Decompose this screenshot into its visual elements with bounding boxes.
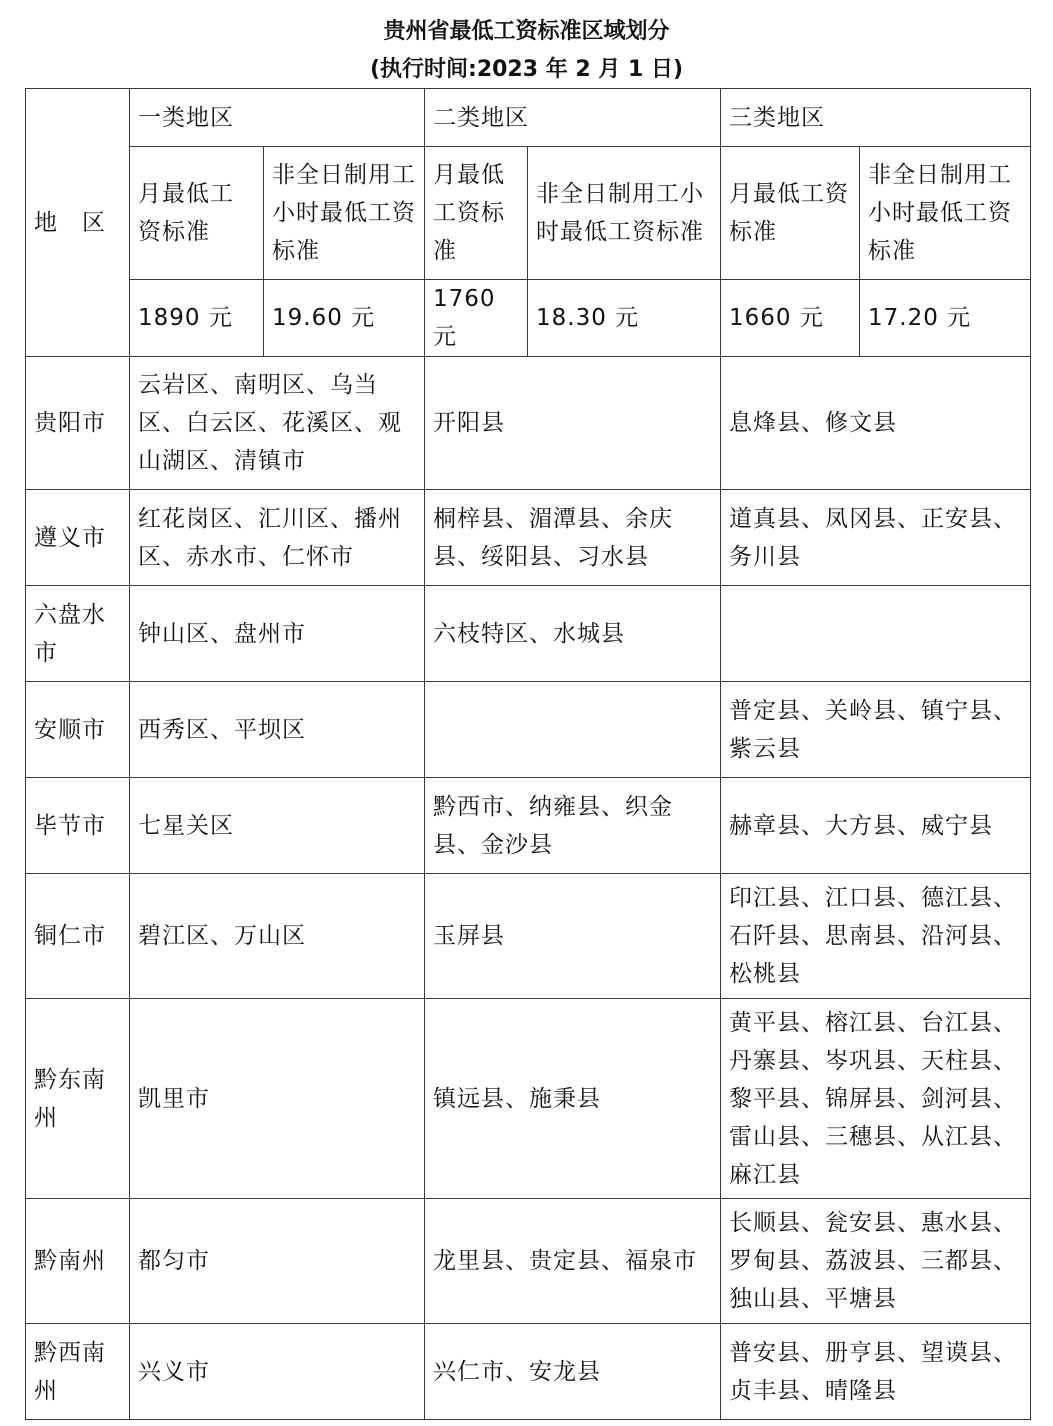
class1-areas: 钟山区、盘州市	[130, 586, 425, 682]
class2-areas: 镇远县、施秉县	[425, 999, 721, 1199]
class2-areas: 玉屏县	[425, 874, 721, 999]
wage-table	[25, 88, 1031, 1420]
class2-areas: 黔西市、纳雍县、织金县、金沙县	[425, 778, 721, 874]
region-name: 铜仁市	[26, 874, 130, 999]
region-name: 安顺市	[26, 682, 130, 778]
table-row	[26, 357, 1031, 490]
class2-areas	[425, 682, 721, 778]
region-name: 黔南州	[26, 1199, 130, 1324]
region-header: 地 区	[26, 89, 130, 357]
table-row	[26, 682, 1031, 778]
column-header-hourly-2: 非全日制用工小时最低工资标准	[528, 147, 721, 280]
class3-areas: 黄平县、榕江县、台江县、丹寨县、岑巩县、天柱县、黎平县、锦屏县、剑河县、雷山县、三穗县、从江县、麻江县	[721, 999, 1031, 1199]
class3-areas: 赫章县、大方县、威宁县	[721, 778, 1031, 874]
table-row	[26, 1324, 1031, 1420]
table-row	[26, 1199, 1031, 1324]
category-header-2: 二类地区	[425, 89, 721, 147]
class3-areas: 印江县、江口县、德江县、石阡县、思南县、沿河县、松桃县	[721, 874, 1031, 999]
wage-value-hourly-1: 19.60 元	[264, 280, 425, 357]
class3-areas: 普定县、关岭县、镇宁县、紫云县	[721, 682, 1031, 778]
header-row-values	[26, 280, 1031, 357]
column-header-monthly-2: 月最低工资标准	[425, 147, 528, 280]
class3-areas: 息烽县、修文县	[721, 357, 1031, 490]
wage-value-hourly-3: 17.20 元	[860, 280, 1031, 357]
wage-value-monthly-2: 1760 元	[425, 280, 528, 357]
region-name: 黔东南州	[26, 999, 130, 1199]
column-header-monthly-1: 月最低工资标准	[130, 147, 264, 280]
class2-areas: 龙里县、贵定县、福泉市	[425, 1199, 721, 1324]
class1-areas: 西秀区、平坝区	[130, 682, 425, 778]
class1-areas: 都匀市	[130, 1199, 425, 1324]
category-header-3: 三类地区	[721, 89, 1031, 147]
wage-value-monthly-3: 1660 元	[721, 280, 860, 357]
table-row	[26, 586, 1031, 682]
page-title: 贵州省最低工资标准区域划分	[383, 19, 670, 44]
table-row	[26, 490, 1031, 586]
region-name: 毕节市	[26, 778, 130, 874]
header-row-columns	[26, 147, 1031, 280]
class2-areas: 兴仁市、安龙县	[425, 1324, 721, 1420]
table-row	[26, 999, 1031, 1199]
column-header-hourly-3: 非全日制用工小时最低工资标准	[860, 147, 1031, 280]
region-name: 黔西南州	[26, 1324, 130, 1420]
region-name: 遵义市	[26, 490, 130, 586]
category-header-1: 一类地区	[130, 89, 425, 147]
class1-areas: 红花岗区、汇川区、播州区、赤水市、仁怀市	[130, 490, 425, 586]
header-row-categories	[26, 89, 1031, 147]
wage-value-monthly-1: 1890 元	[130, 280, 264, 357]
class1-areas: 兴义市	[130, 1324, 425, 1420]
class2-areas: 桐梓县、湄潭县、余庆县、绥阳县、习水县	[425, 490, 721, 586]
class3-areas	[721, 586, 1031, 682]
page-subtitle: (执行时间:2023 年 2 月 1 日)	[369, 57, 684, 82]
class3-areas: 道真县、凤冈县、正安县、务川县	[721, 490, 1031, 586]
column-header-hourly-1: 非全日制用工小时最低工资标准	[264, 147, 425, 280]
class1-areas: 云岩区、南明区、乌当区、白云区、花溪区、观山湖区、清镇市	[130, 357, 425, 490]
wage-value-hourly-2: 18.30 元	[528, 280, 721, 357]
class3-areas: 普安县、册亨县、望谟县、贞丰县、晴隆县	[721, 1324, 1031, 1420]
class3-areas: 长顺县、瓮安县、惠水县、罗甸县、荔波县、三都县、独山县、平塘县	[721, 1199, 1031, 1324]
class1-areas: 碧江区、万山区	[130, 874, 425, 999]
class1-areas: 凯里市	[130, 999, 425, 1199]
region-name: 贵阳市	[26, 357, 130, 490]
region-name: 六盘水市	[26, 586, 130, 682]
table-row	[26, 778, 1031, 874]
class1-areas: 七星关区	[130, 778, 425, 874]
class2-areas: 开阳县	[425, 357, 721, 490]
column-header-monthly-3: 月最低工资标准	[721, 147, 860, 280]
class2-areas: 六枝特区、水城县	[425, 586, 721, 682]
table-row	[26, 874, 1031, 999]
